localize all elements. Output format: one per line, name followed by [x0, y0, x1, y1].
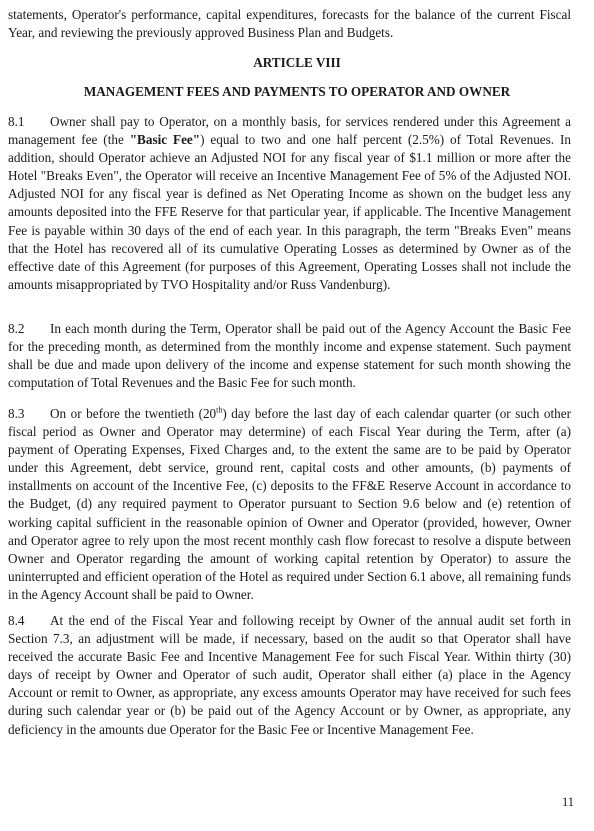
intro-paragraph: statements, Operator's performance, capital expenditures, forecasts for the balance of the current Fiscal Year, and reviewing the previously approved Business Plan and Budgets. [8, 7, 571, 41]
section-text: At the end of the Fiscal Year and following receipt by Owner of the annual audit set forth in Section 7.3, an adjustment will be made, if necessary, based on the audit so that Operator shall have received the accurate Basic Fee and Incentive Management Fee for such Fiscal Year. Within thirty (30) days of receipt by Owner and Operator of such audit, Operator shall either (a) place in the Agency Account or remit to Owner, as appropriate, any excess amounts Operator may have received for such fees during such calendar year or (b) be paid out of the Agency Account or by Owner, as appropriate, any deficiency in the amounts due Operator for the Basic Fee or Incentive Management Fee. [8, 613, 571, 737]
section-number: 8.1 [8, 114, 25, 129]
page-number: 11 [561, 795, 574, 809]
section-number: 8.3 [8, 406, 25, 421]
section-8-1 [8, 113, 571, 294]
section-text-after-sup: ) day before the last day of each calendar quarter (or such other fiscal period as Owner and Operator may determine) of each Fiscal Year during the Term, after (a) payment of Operating Expenses, Fixed Charges and, to the extent the same are to be paid by Operator under this Agreement, debt service, ground rent, capital costs and other amounts, (b) payments of installments on account of the Incentive Fee, (c) deposits to the FF&E Reserve Account in accordance to the Budget, (d) any required payment to Operator pursuant to Section 9.6 below and (e) retention of working capital sufficient in the reasonable opinion of Owner and Operator (provided, however, Owner and Operator agree to rely upon the most recent monthly cash flow forecast to resolve a dispute between Owner and Operator regarding the amount of working capital retention by Operator) to assure the uninterrupted and efficient operation of the Hotel as required under Section 6.1 above, all remaining funds in the Agency Account shall be paid to Owner. [8, 406, 571, 602]
section-number: 8.2 [8, 321, 25, 336]
section-text: In each month during the Term, Operator shall be paid out of the Agency Account the Basic Fee for the preceding month, as determined from the monthly income and expense statement. Such payment shall be due and made upon delivery of the income and expense statement for such month showing the computation of Total Revenues and the Basic Fee for such month. [8, 321, 571, 391]
section-number: 8.4 [8, 613, 25, 628]
ordinal-superscript: th [216, 405, 223, 415]
article-title: ARTICLE VIII [253, 55, 341, 70]
section-text-after-bold: ) equal to two and one half percent (2.5%) of Total Revenues. In addition, should Operator achieve an Adjusted NOI for any fiscal year of $1.1 million or more after the Hotel "Breaks Even", the Operator will receive an Incentive Management Fee of 5% of the Adjusted NOI. Adjusted NOI for any fiscal year is defined as Net Operating Income as shown on the budget less any amounts deposited into the FFE Reserve for that particular year, if applicable. The Incentive Management Fee is payable within 30 days of the end of each year. In this paragraph, the term "Breaks Even" means that the Hotel has recovered all of its cumulative Operating Losses as determined by Owner as of the effective date of this Agreement (for purposes of this Agreement, Operating Losses shall not include the amounts misappropriated by TVO Hospitality and/or Russ Vandenburg). [8, 132, 571, 292]
section-text-before-sup: On or before the twentieth (20 [50, 406, 217, 421]
section-8-4 [8, 612, 571, 739]
basic-fee-term: "Basic Fee" [129, 132, 201, 148]
section-text-before-bold: Owner shall pay to Operator, on a monthly basis, for services rendered under this Agreement a management fee (the [8, 114, 571, 148]
section-8-2 [8, 320, 571, 392]
section-8-3 [8, 405, 571, 604]
article-subtitle: MANAGEMENT FEES AND PAYMENTS TO OPERATOR AND OWNER [83, 84, 511, 99]
